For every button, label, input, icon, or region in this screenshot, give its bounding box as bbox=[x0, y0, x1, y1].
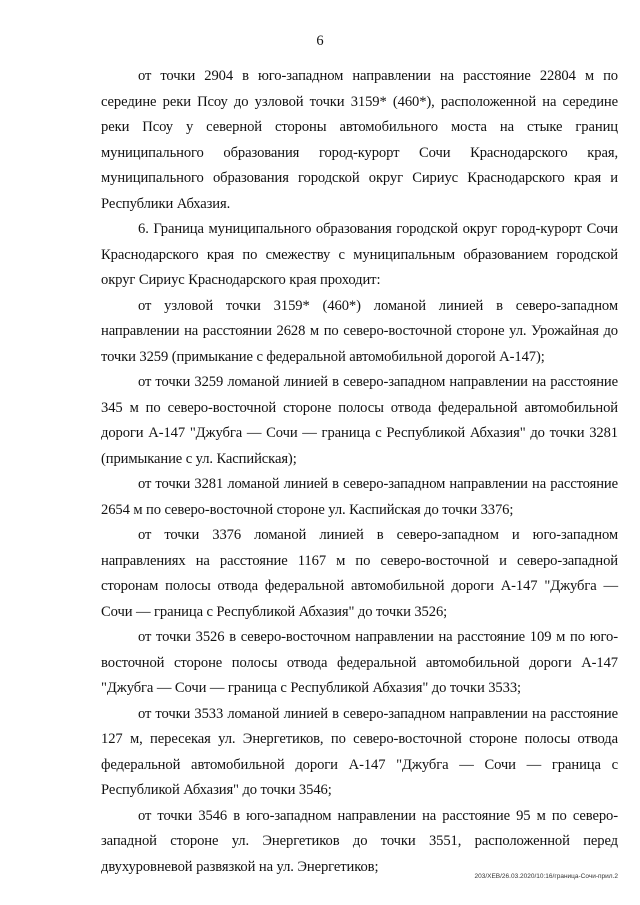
paragraph-segment-2904: от точки 2904 в юго-западном направлении на расстояние 22804 м по середине реки Псоу до узловой точки 3159* (460*), расположенной на середине реки Псоу у северной стороны автомобильного моста на стыке границ муниципального образования город-курорт Сочи Краснодарского края, муниципального образования городской округ Сириус Краснодарского края и Республики Абхазия. bbox=[101, 68, 618, 212]
document-body bbox=[101, 64, 618, 880]
page-number: 6 bbox=[316, 33, 324, 49]
paragraph-segment-3546: от точки 3546 в юго-западном направлении на расстояние 95 м по северо-западной стороне ул. Энергетиков до точки 3551, расположенной перед двухуровневой развязкой на ул. Энергетиков; bbox=[101, 807, 618, 875]
paragraph-segment-3526: от точки 3526 в северо-восточном направлении на расстояние 109 м по юго-восточной стороне полосы отвода федеральной автомобильной дороги А-147 "Джубга — Сочи — граница с Республикой Абхазия" до точки 3533; bbox=[101, 629, 618, 696]
paragraph-segment-3376: от точки 3376 ломаной линией в северо-западном и юго-западном направлениях на расстояние 1167 м по северо-восточной и северо-западной сторонам полосы отвода федеральной автомобильной дороги А-147 "Джубга — Сочи — граница с Республикой Абхазия" до точки 3526; bbox=[101, 527, 618, 620]
paragraph-section-6-heading: 6. Граница муниципального образования городской округ город-курорт Сочи Краснодарского края по смежеству с муниципальным образованием городской округ Сириус Краснодарского края проходит: bbox=[101, 221, 618, 288]
paragraph-segment-3533: от точки 3533 ломаной линией в северо-западном направлении на расстояние 127 м, пересекая ул. Энергетиков, по северо-восточной стороне полосы отвода федеральной автомобильной дороги А-147 "Джубга — Сочи — граница с Республикой Абхазия" до точки 3546; bbox=[101, 705, 618, 798]
paragraph-segment-3281: от точки 3281 ломаной линией в северо-западном направлении на расстояние 2654 м по северо-восточной стороне ул. Каспийская до точки 3376; bbox=[101, 476, 618, 518]
paragraph-segment-3159: от узловой точки 3159* (460*) ломаной линией в северо-западном направлении на расстоянии 2628 м по северо-восточной стороне ул. Урожайная до точки 3259 (примыкание с федеральной автомобильной дорогой А-147); bbox=[101, 297, 618, 365]
paragraph-segment-3259: от точки 3259 ломаной линией в северо-западном направлении на расстояние 345 м по северо-восточной стороне полосы отвода федеральной автомобильной дороги А-147 "Джубга — Сочи — граница с Республикой Абхазия" до точки 3281 (примыкание с ул. Каспийская); bbox=[101, 374, 618, 467]
footer-reference: 203/ХЕВ/26.03.2020/10:16/граница-Сочи-прил.2 bbox=[474, 873, 618, 880]
